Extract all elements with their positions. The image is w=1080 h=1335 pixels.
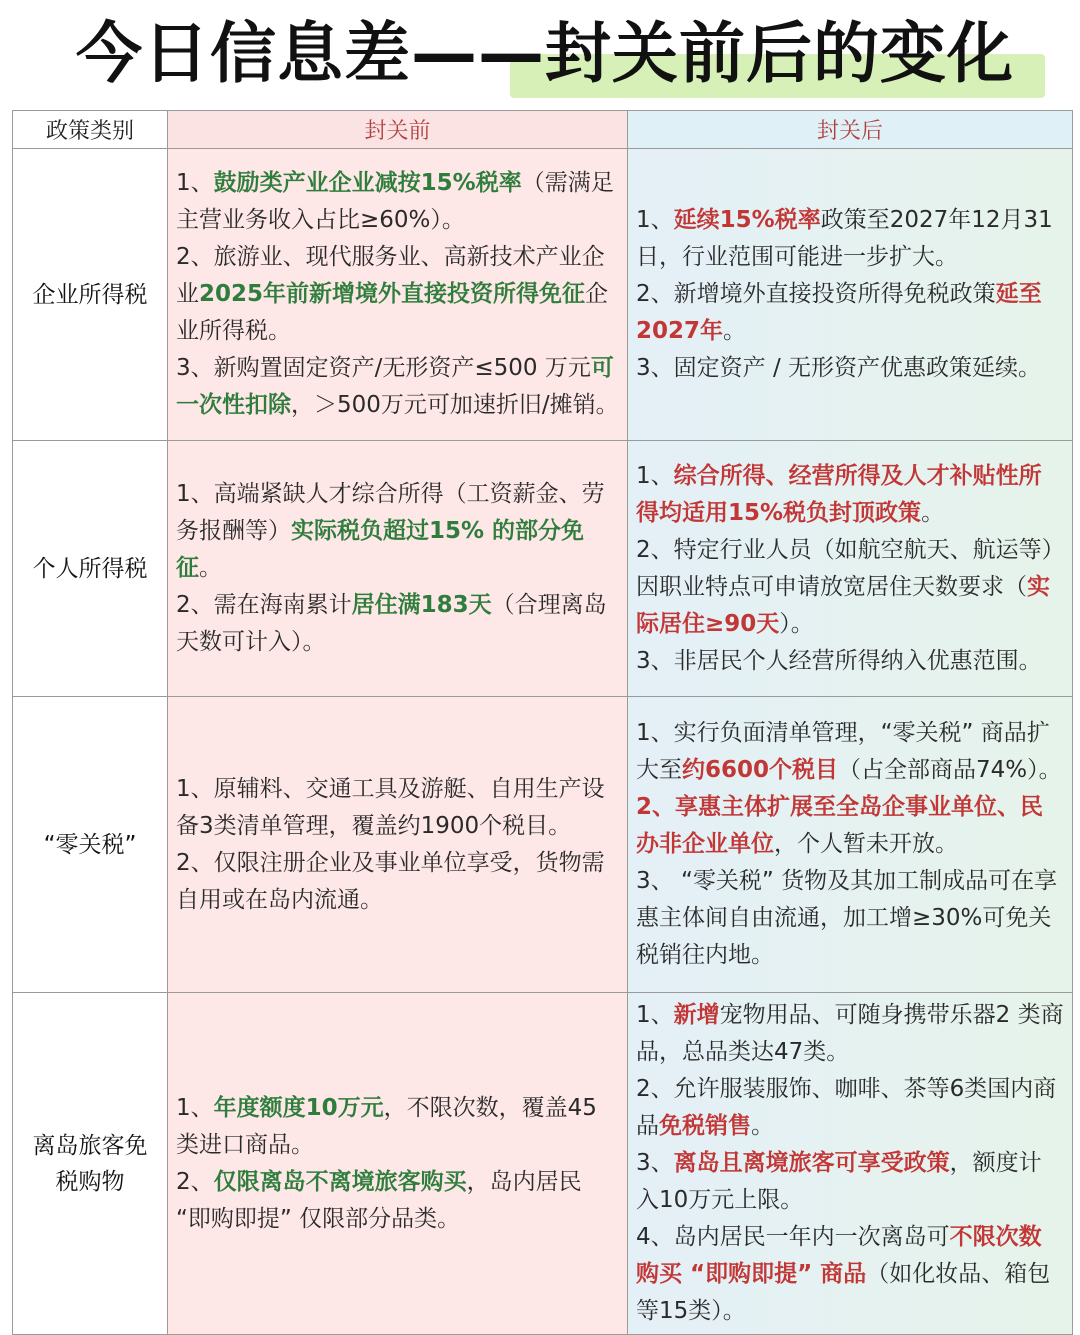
category-cell: 个人所得税 — [13, 441, 168, 697]
table-row — [13, 149, 1073, 441]
policy-text: 1、实行负面清单管理，“零关税” 商品扩大至 — [636, 720, 1050, 783]
policy-item — [636, 350, 1064, 387]
table-row — [13, 697, 1073, 993]
policy-text: ）。 — [779, 610, 814, 637]
page-title: 今日信息差——封关前后的变化 — [76, 15, 1014, 92]
highlight-text: 年度额度10万元 — [213, 1094, 384, 1121]
policy-item — [176, 239, 619, 350]
policy-text: 2、旅游业、现代服务业、高新技术产业企业 — [176, 244, 605, 307]
policy-text: 1、 — [636, 207, 674, 233]
policy-text: 宠物用品、可随身携带乐器2 类商品，总品类达47类。 — [636, 1002, 1064, 1065]
after-cell — [628, 993, 1073, 1335]
policy-item — [176, 1164, 619, 1238]
policy-item — [636, 532, 1064, 643]
policy-text: 3、 — [636, 1150, 674, 1176]
policy-text: 4、岛内居民一年内一次离岛可 — [636, 1224, 950, 1250]
policy-item — [636, 715, 1064, 789]
policy-item — [176, 587, 619, 661]
policy-text: 3、新购置固定资产/无形资产≤500 万元 — [176, 355, 591, 381]
highlight-text: 离岛且离境旅客可享受政策 — [673, 1150, 950, 1176]
after-cell — [628, 441, 1073, 697]
highlight-text: 综合所得、经营所得及人才补贴性所得均适用15%税负封顶政策 — [636, 462, 1042, 526]
policy-text: ，不限次数，覆盖45类进口商品。 — [176, 1094, 597, 1158]
policy-text: 1、高端紧缺人才综合所得（工资薪金、劳务报酬等） — [176, 481, 605, 544]
policy-comparison-table — [12, 110, 1073, 1335]
policy-item — [176, 845, 619, 919]
table-header-row — [13, 111, 1073, 149]
highlight-text: 免税销售 — [659, 1113, 751, 1139]
policy-item — [176, 476, 619, 587]
policy-text: 政策至2027年12月31日，行业范围可能进一步扩大。 — [636, 207, 1053, 270]
highlight-text: 2025年前新增境外直接投资所得免征 — [199, 281, 586, 307]
table-row — [13, 441, 1073, 697]
policy-item — [636, 458, 1064, 532]
policy-text: （需满足主营业务收入占比≥60%）。 — [176, 170, 614, 233]
policy-text: 2、 — [176, 1168, 214, 1195]
category-cell: “零关税” — [13, 697, 168, 993]
policy-item — [636, 1145, 1064, 1219]
category-cell — [13, 993, 168, 1335]
policy-text: 3、非居民个人经营所得纳入优惠范围。 — [636, 647, 1042, 674]
policy-text: 。 — [751, 1113, 774, 1139]
after-cell — [628, 697, 1073, 993]
highlight-text: 新增 — [673, 1002, 720, 1028]
highlight-text: 不限次数购买 “即购即提” 商品 — [636, 1224, 1042, 1287]
policy-text: 2、需在海南累计 — [176, 592, 352, 618]
policy-text: 1、 — [176, 1094, 214, 1121]
policy-text: 2、特定行业人员（如航空航天、航运等）因职业特点可申请放宽居住天数要求（ — [636, 536, 1054, 600]
policy-text: 企业所得税。 — [176, 281, 609, 344]
highlight-text: 2、享惠主体扩展至全岛企事业单位、民办非企业单位 — [636, 794, 1044, 857]
highlight-text: 可一次性扣除 — [176, 355, 614, 418]
policy-text: 3、 “零关税” 货物及其加工制成品可在享惠主体间自由流通，加工增≥30%可免关税销往内地。 — [636, 868, 1058, 968]
policy-text: 2、允许服装服饰、咖啡、茶等6类国内商品 — [636, 1076, 1057, 1139]
before-cell — [168, 993, 628, 1335]
policy-text: ，＞500万元可加速折旧/摊销。 — [291, 392, 619, 418]
highlight-text: 居住满183天 — [351, 592, 492, 618]
policy-item — [636, 1219, 1064, 1330]
policy-text: 。 — [723, 318, 747, 344]
policy-text: （占全部商品74%）。 — [838, 757, 1062, 783]
before-cell — [168, 697, 628, 993]
highlight-text: 延续15%税率 — [673, 207, 821, 233]
policy-item — [636, 789, 1064, 863]
policy-item — [176, 165, 619, 239]
policy-text: ，额度计入10万元上限。 — [636, 1150, 1042, 1213]
policy-text: 1、原辅料、交通工具及游艇、自用生产设备3类清单管理，覆盖约1900个税目。 — [176, 775, 605, 839]
policy-text: （如化妆品、箱包等15类）。 — [636, 1261, 1051, 1324]
category-cell: 企业所得税 — [13, 149, 168, 441]
policy-item — [176, 1090, 619, 1164]
policy-text: ，个人暂未开放。 — [774, 831, 958, 857]
policy-text: 3、固定资产 / 无形资产优惠政策延续。 — [636, 355, 1042, 381]
header-after: 封关后 — [628, 111, 1073, 149]
before-cell — [168, 441, 628, 697]
policy-text: ，岛内居民 “即购即提” 仅限部分品类。 — [176, 1168, 582, 1232]
highlight-text: 约6600个税目 — [682, 757, 839, 783]
after-cell — [628, 149, 1073, 441]
policy-text: （合理离岛天数可计入）。 — [176, 592, 607, 655]
table-row — [13, 993, 1073, 1335]
policy-item — [636, 863, 1064, 974]
highlight-text: 鼓励类产业企业减按15%税率 — [213, 170, 522, 196]
category-label: 离岛旅客免税购物 — [32, 1132, 148, 1195]
highlight-text: 延至2027年 — [636, 281, 1042, 344]
policy-text: 。 — [921, 499, 945, 526]
policy-text: 1、 — [176, 170, 214, 196]
policy-item — [176, 771, 619, 845]
highlight-text: 实际税负超过15% 的部分免征 — [176, 518, 585, 581]
policy-item — [636, 276, 1064, 350]
policy-item — [636, 643, 1064, 680]
header-category: 政策类别 — [13, 111, 168, 149]
title-area — [0, 0, 1080, 108]
policy-text: 。 — [199, 555, 222, 581]
policy-text: 2、新增境外直接投资所得免税政策 — [636, 281, 996, 307]
policy-item — [176, 350, 619, 424]
policy-text: 1、 — [636, 1002, 674, 1028]
highlight-text: 仅限离岛不离境旅客购买 — [213, 1168, 467, 1195]
policy-item — [636, 997, 1064, 1071]
policy-item — [636, 202, 1064, 276]
policy-text: 1、 — [636, 462, 674, 489]
highlight-text: 实际居住≥90天 — [636, 573, 1050, 637]
before-cell — [168, 149, 628, 441]
policy-item — [636, 1071, 1064, 1145]
header-before: 封关前 — [168, 111, 628, 149]
policy-text: 2、仅限注册企业及事业单位享受，货物需自用或在岛内流通。 — [176, 849, 605, 913]
